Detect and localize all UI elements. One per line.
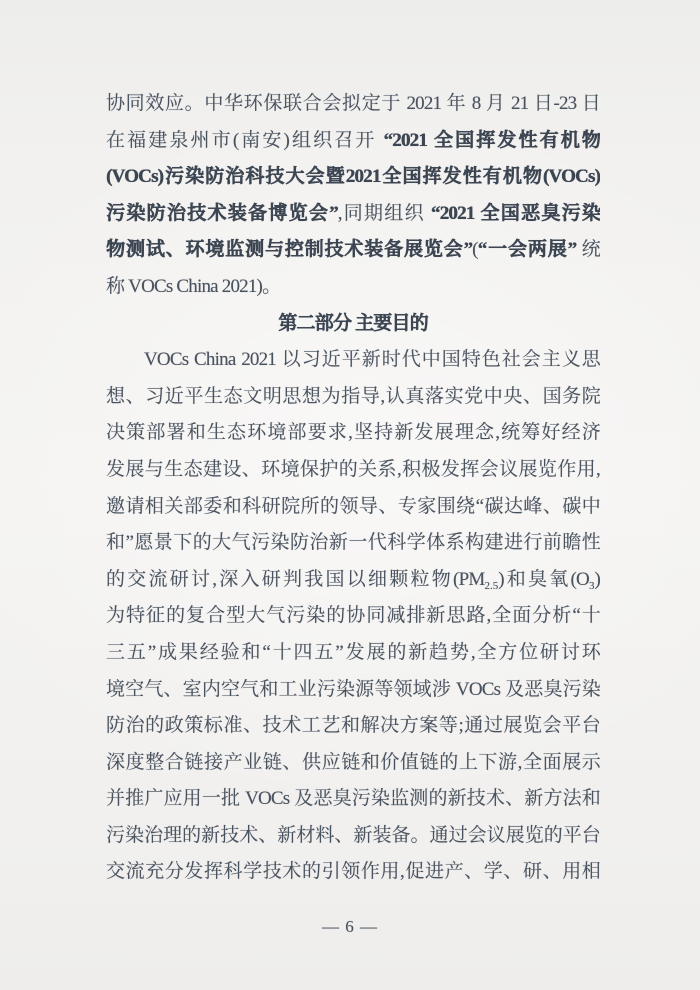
text-line: [106, 708, 600, 745]
text-line: [106, 562, 600, 599]
body-text: (: [472, 239, 478, 261]
bold-text: 污染防治技术装备博览会”: [106, 202, 338, 224]
body-text: 称 VOCs China 2021)。: [106, 275, 281, 297]
subscript-text: 2.5: [484, 579, 499, 592]
body-text: 决策部署和生态环境部要求,坚持新发展理念,统筹好经济: [106, 422, 600, 444]
body-text: 境空气、室内空气和工业污染源等领域涉 VOCs 及恶臭污染: [106, 678, 600, 700]
body-text: 并推广应用一批 VOCs 及恶臭污染监测的新技术、新方法和: [106, 788, 600, 810]
text-line: [106, 232, 600, 269]
body-text: 邀请相关部委和科研院所的领导、专家围绕“碳达峰、碳中: [106, 495, 600, 517]
body-text: 想、习近平生态文明思想为指导,认真落实党中央、国务院: [106, 385, 600, 407]
body-text: VOCs China 2021 以习近平新时代中国特色社会主义思: [144, 349, 600, 371]
text-line: [106, 269, 600, 306]
text-line: [106, 452, 600, 489]
text-line: [106, 123, 600, 160]
text-line: [106, 525, 600, 562]
bold-text: 物测试、环境监测与控制技术装备展览会”: [106, 239, 473, 261]
bold-text: “一会两展”: [477, 239, 577, 261]
text-line: [106, 342, 600, 379]
text-line: [106, 86, 600, 123]
text-line: [106, 854, 600, 891]
body-text: 的交流研讨,深入研判我国以细颗粒物(PM: [106, 568, 485, 590]
text-line: [106, 379, 600, 416]
body-text: 深度整合链接产业链、供应链和价值链的上下游,全面展示: [106, 751, 600, 773]
body-text: 交流充分发挥科学技术的引领作用,促进产、学、研、用相: [106, 861, 600, 883]
body-text: )和臭氧(O: [498, 568, 589, 590]
text-line: [106, 635, 600, 672]
text-line: [106, 598, 600, 635]
body-text: 防治的政策标准、技术工艺和解决方案等;通过展览会平台: [106, 715, 600, 737]
text-line: [106, 159, 600, 196]
body-text: ,同期组织: [337, 202, 431, 224]
section-heading: 第二部分 主要目的: [278, 312, 428, 334]
bold-text: “2021 全国恶臭污染: [430, 202, 600, 224]
text-line: [106, 672, 600, 709]
body-text: 和”愿景下的大气污染防治新一代科学体系构建进行前瞻性: [106, 532, 600, 554]
text-line: [106, 415, 600, 452]
body-text: 在福建泉州市(南安)组织召开: [106, 129, 384, 151]
body-text: 为特征的复合型大气污染的协同减排新思路,全面分析“十: [106, 605, 600, 627]
bold-text: (VOCs)污染防治科技大会暨2021全国挥发性有机物(VOCs): [106, 166, 600, 188]
bold-text: “2021 全国挥发性有机物: [383, 129, 600, 151]
body-text: 污染治理的新技术、新材料、新装备。通过会议展览的平台: [106, 824, 600, 846]
body-text: 统: [576, 239, 600, 261]
text-line: [106, 818, 600, 855]
body-text: 协同效应。中华环保联合会拟定于 2021 年 8 月 21 日-23 日: [106, 93, 600, 114]
body-text: 发展与生态建设、环境保护的关系,积极发挥会议展览作用,: [106, 458, 600, 480]
body-text: ): [594, 568, 600, 590]
subscript-text: 3: [588, 579, 595, 592]
page-number: — 6 —: [322, 917, 378, 936]
document-body: [106, 86, 600, 891]
text-line: [106, 489, 600, 526]
text-line: [106, 196, 600, 233]
body-text: 三五”成果经验和“十四五”发展的新趋势,全方位研讨环: [106, 641, 600, 663]
text-line: [106, 745, 600, 782]
text-line: [106, 781, 600, 818]
